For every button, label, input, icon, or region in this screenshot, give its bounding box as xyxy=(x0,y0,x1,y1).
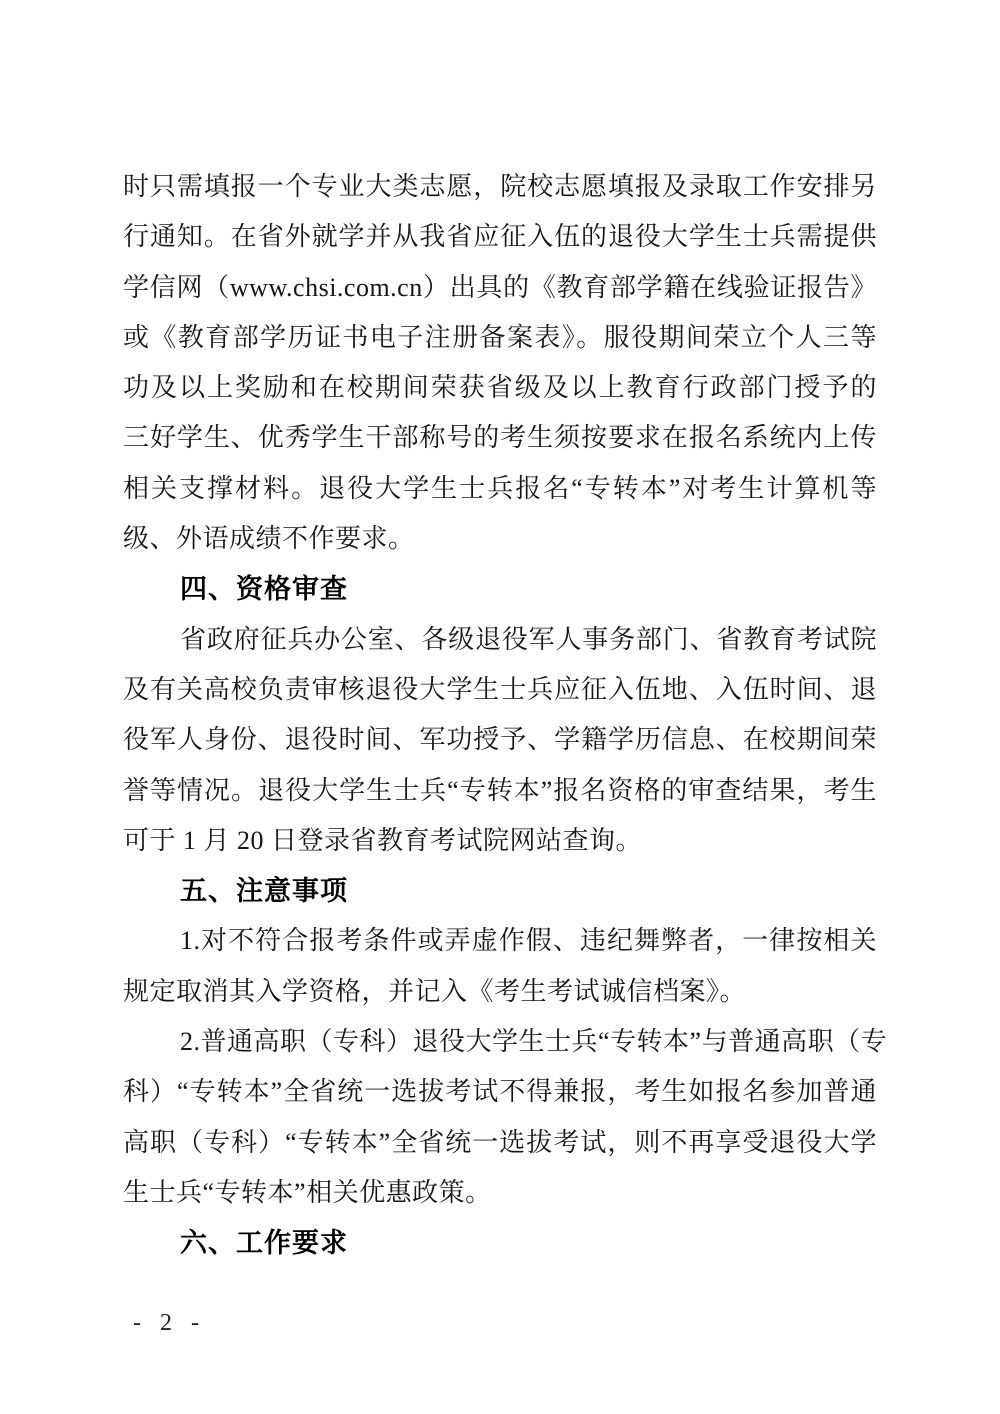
body-line: 2.普通高职（专科）退役大学生士兵“专转本”与普通高职（专 xyxy=(180,1027,888,1057)
body-line: 可于 1 月 20 日登录省教育考试院网站查询。 xyxy=(123,825,643,855)
body-line: 行通知。在省外就学并从我省应征入伍的退役大学生士兵需提供 xyxy=(123,222,877,252)
document-text xyxy=(123,162,888,1269)
page-number: - 2 - xyxy=(133,1310,201,1336)
heading-section-four: 四、资格审查 xyxy=(180,574,348,605)
body-line: 誉等情况。退役大学生士兵“专转本”报名资格的审查结果，考生 xyxy=(123,775,877,805)
body-line: 时只需填报一个专业大类志愿，院校志愿填报及录取工作安排另 xyxy=(123,172,877,201)
body-line: 及有关高校负责审核退役大学生士兵应征入伍地、入伍时间、退 xyxy=(123,674,877,704)
body-line: 省政府征兵办公室、各级退役军人事务部门、省教育考试院 xyxy=(180,624,877,654)
body-line: 科）“专转本”全省统一选拔考试不得兼报，考生如报名参加普通 xyxy=(123,1077,877,1107)
body-line: 功及以上奖励和在校期间荣获省级及以上教育行政部门授予的 xyxy=(123,373,877,403)
body-line: 三好学生、优秀学生干部称号的考生须按要求在报名系统内上传 xyxy=(123,423,877,453)
body-line: 相关支撑材料。退役大学生士兵报名“专转本”对考生计算机等 xyxy=(123,473,877,503)
body-line: 1.对不符合报考条件或弄虚作假、违纪舞弊者，一律按相关 xyxy=(180,926,877,956)
body-line: 级、外语成绩不作要求。 xyxy=(123,524,415,554)
body-line: 或《教育部学历证书电子注册备案表》。服役期间荣立个人三等 xyxy=(123,322,877,352)
body-line: 役军人身份、退役时间、军功授予、学籍学历信息、在校期间荣 xyxy=(123,725,877,755)
body-line: 学信网（www.chsi.com.cn）出具的《教育部学籍在线验证报告》 xyxy=(123,272,877,302)
body-line: 规定取消其入学资格，并记入《考生考试诚信档案》。 xyxy=(123,976,747,1006)
heading-section-six: 六、工作要求 xyxy=(180,1228,348,1259)
body-line: 高职（专科）“专转本”全省统一选拔考试，则不再享受退役大学 xyxy=(123,1127,877,1157)
heading-section-five: 五、注意事项 xyxy=(180,876,348,907)
body-line: 生士兵“专转本”相关优惠政策。 xyxy=(123,1177,492,1207)
